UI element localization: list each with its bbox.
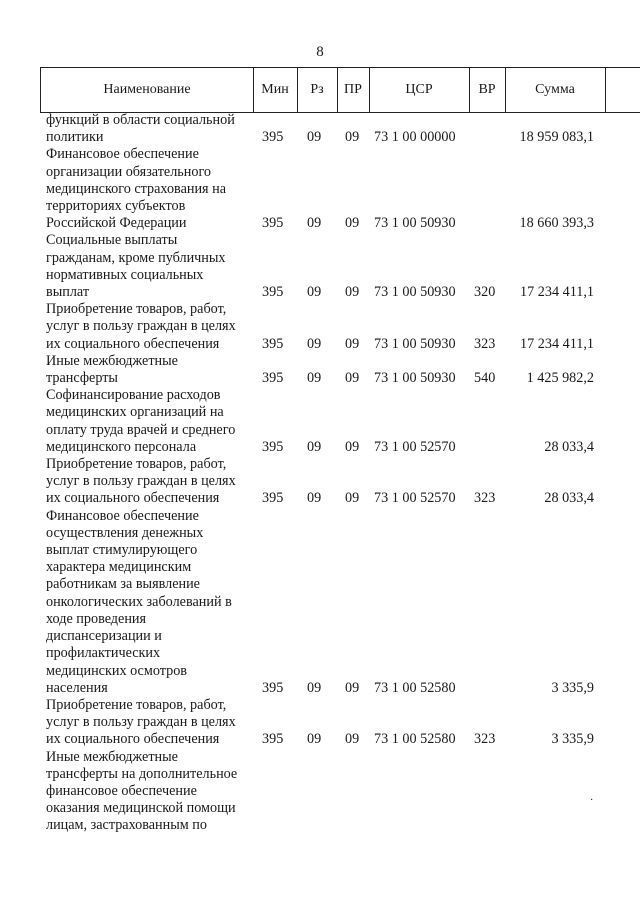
row-name-line: услуг в пользу граждан в целях — [46, 318, 236, 335]
table-row — [0, 697, 640, 749]
row-name-line: территориях субъектов — [46, 198, 186, 215]
cell-min: 395 — [262, 438, 284, 455]
row-name-line: Приобретение товаров, работ, — [46, 301, 227, 318]
row-name-line: трансферты на дополнительное — [46, 765, 238, 782]
row-name-line: медицинского страхования на — [46, 180, 227, 197]
cell-pr: 09 — [345, 490, 360, 507]
page-number: 8 — [316, 44, 324, 60]
cell-csr: 73 1 00 52570 — [374, 438, 456, 455]
row-name — [46, 112, 254, 146]
table-row — [0, 301, 640, 353]
row-name-line: медицинских организаций на — [46, 404, 224, 421]
header-sum: Сумма — [535, 82, 575, 97]
row-name-line: работникам за выявление — [46, 576, 200, 593]
row-name — [46, 146, 254, 232]
cell-csr: 73 1 00 50930 — [374, 215, 456, 232]
row-name-line: медицинских осмотров — [46, 662, 187, 679]
row-name-line: Приобретение товаров, работ, — [46, 456, 227, 473]
cell-csr: 73 1 00 52580 — [374, 731, 456, 748]
row-name-line: Социальные выплаты — [46, 232, 178, 249]
cell-pr: 09 — [345, 284, 360, 301]
row-name-line: Софинансирование расходов — [46, 387, 221, 404]
cell-csr: 73 1 00 52580 — [374, 679, 456, 696]
cell-vr: 323 — [474, 731, 496, 748]
row-name — [46, 749, 254, 835]
header-rz: Рз — [310, 82, 324, 97]
row-name-line: диспансеризации и — [46, 628, 162, 645]
cell-vr: 540 — [474, 370, 496, 387]
cell-min: 395 — [262, 335, 284, 352]
row-name-line: политики — [46, 129, 104, 146]
cell-min: 395 — [262, 215, 284, 232]
cell-min: 395 — [262, 284, 284, 301]
row-name-line: организации обязательного — [46, 163, 212, 180]
cell-csr: 73 1 00 50930 — [374, 370, 456, 387]
cell-rz: 09 — [307, 490, 322, 507]
header-pr: ПР — [344, 82, 362, 97]
cell-rz: 09 — [307, 370, 322, 387]
table-row — [0, 353, 640, 387]
cell-sum: 28 033,4 — [544, 438, 594, 455]
row-name — [46, 697, 254, 749]
row-name-line: Приобретение товаров, работ, — [46, 696, 227, 713]
cell-min: 395 — [262, 129, 284, 146]
row-name-line: услуг в пользу граждан в целях — [46, 473, 236, 490]
row-name-line: трансферты — [46, 370, 118, 387]
row-name-line: населения — [46, 679, 108, 696]
row-name-line: оплату труда врачей и среднего — [46, 421, 236, 438]
column-divider — [605, 68, 606, 112]
row-name — [46, 387, 254, 456]
header-csr: ЦСР — [405, 82, 433, 97]
row-name-line: Финансовое обеспечение — [46, 507, 199, 524]
row-name-line: функций в области социальной — [46, 112, 235, 128]
cell-vr: 323 — [474, 335, 496, 352]
row-name — [46, 508, 254, 697]
scan-speck: · — [590, 795, 594, 806]
header-vr: ВР — [478, 82, 496, 97]
cell-pr: 09 — [345, 679, 360, 696]
cell-csr: 73 1 00 50930 — [374, 335, 456, 352]
row-name-line: Иные межбюджетные — [46, 748, 178, 765]
cell-min: 395 — [262, 370, 284, 387]
row-name-line: профилактических — [46, 645, 161, 662]
cell-rz: 09 — [307, 438, 322, 455]
cell-csr: 73 1 00 00000 — [374, 129, 456, 146]
row-name — [46, 232, 254, 301]
cell-csr: 73 1 00 50930 — [374, 284, 456, 301]
cell-sum: 18 660 393,3 — [519, 215, 594, 232]
row-name-line: характера медицинским — [46, 559, 192, 576]
cell-vr: 320 — [474, 284, 496, 301]
cell-rz: 09 — [307, 335, 322, 352]
cell-csr: 73 1 00 52570 — [374, 490, 456, 507]
row-name-line: нормативных социальных — [46, 266, 204, 283]
table-row — [0, 387, 640, 456]
table-row — [0, 508, 640, 697]
row-name-line: Финансовое обеспечение — [46, 146, 199, 163]
table-body — [0, 112, 640, 835]
table-row — [0, 232, 640, 301]
cell-sum: 17 234 411,1 — [520, 284, 594, 301]
cell-pr: 09 — [345, 335, 360, 352]
row-name — [46, 353, 254, 387]
row-name-line: их социального обеспечения — [46, 335, 220, 352]
row-name-line: ходе проведения — [46, 610, 147, 627]
cell-min: 395 — [262, 731, 284, 748]
cell-pr: 09 — [345, 731, 360, 748]
row-name — [46, 301, 254, 353]
row-name-line: выплат стимулирующего — [46, 542, 198, 559]
cell-pr: 09 — [345, 370, 360, 387]
cell-min: 395 — [262, 679, 284, 696]
cell-rz: 09 — [307, 679, 322, 696]
cell-pr: 09 — [345, 438, 360, 455]
row-name-line: финансовое обеспечение — [46, 782, 197, 799]
row-name-line: онкологических заболеваний в — [46, 593, 232, 610]
row-name-line: гражданам, кроме публичных — [46, 249, 226, 266]
row-name-line: их социального обеспечения — [46, 731, 220, 748]
row-name-line: Российской Федерации — [46, 215, 187, 232]
row-name — [46, 456, 254, 508]
cell-sum: 28 033,4 — [544, 490, 594, 507]
cell-rz: 09 — [307, 215, 322, 232]
row-name-line: выплат — [46, 284, 90, 301]
cell-rz: 09 — [307, 284, 322, 301]
cell-rz: 09 — [307, 731, 322, 748]
cell-min: 395 — [262, 490, 284, 507]
table-row — [0, 749, 640, 835]
table-row — [0, 456, 640, 508]
cell-sum: 3 335,9 — [551, 679, 594, 696]
table-header — [40, 67, 640, 113]
cell-vr: 323 — [474, 490, 496, 507]
row-name-line: их социального обеспечения — [46, 490, 220, 507]
row-name-line: лицам, застрахованным по — [46, 817, 207, 834]
cell-sum: 18 959 083,1 — [519, 129, 594, 146]
cell-sum: 17 234 411,1 — [520, 335, 594, 352]
cell-pr: 09 — [345, 215, 360, 232]
row-name-line: осуществления денежных — [46, 524, 204, 541]
row-name-line: оказания медицинской помощи — [46, 800, 236, 817]
header-name: Наименование — [103, 82, 191, 97]
cell-pr: 09 — [345, 129, 360, 146]
row-name-line: медицинского персонала — [46, 438, 197, 455]
row-name-line: Иные межбюджетные — [46, 352, 178, 369]
row-name-line: услуг в пользу граждан в целях — [46, 714, 236, 731]
cell-sum: 1 425 982,2 — [526, 370, 594, 387]
header-min: Мин — [261, 82, 289, 97]
table-row — [0, 146, 640, 232]
cell-rz: 09 — [307, 129, 322, 146]
cell-sum: 3 335,9 — [551, 731, 594, 748]
table-row — [0, 112, 640, 146]
